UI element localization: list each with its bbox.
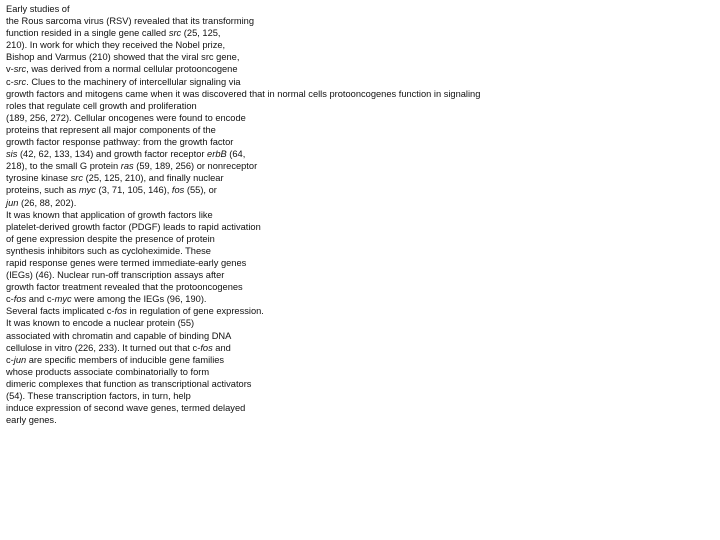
italic-text-segment: src: [13, 76, 27, 87]
text-segment: It was known that application of growth factors like: [6, 209, 213, 220]
text-segment: It was known to encode a nuclear protein (55): [6, 318, 195, 329]
text-segment: proteins that represent all major components of the: [6, 124, 216, 135]
text-segment: (54). These transcription factors, in turn, help: [6, 391, 191, 401]
text-line: [6, 88, 566, 100]
text-line: [6, 124, 566, 136]
text-line: [6, 27, 566, 39]
text-segment: and c-: [26, 294, 55, 305]
text-segment: whose products associate combinatorially to form: [6, 366, 210, 377]
text-segment: cellulose in vitro (226, 233). It turned out that c-: [6, 342, 201, 353]
text-line: [6, 305, 566, 317]
text-segment: v-: [6, 64, 14, 75]
text-line: [6, 233, 566, 245]
text-segment: were among the IEGs (96, 190).: [71, 294, 207, 305]
text-segment: rapid response genes were termed immediate-early genes: [6, 257, 247, 268]
text-line: [6, 209, 566, 221]
text-segment: induce expression of second wave genes, termed delayed: [6, 403, 246, 414]
text-segment: 210). In work for which they received the Nobel prize,: [6, 40, 226, 51]
text-segment: growth factor treatment revealed that the protooncogenes: [6, 282, 243, 293]
text-line: [6, 184, 566, 196]
text-segment: (42, 62, 133, 134) and growth factor receptor: [17, 149, 208, 160]
text-line: [6, 257, 566, 269]
italic-text-segment: myc: [54, 294, 72, 305]
italic-text-segment: src: [168, 28, 182, 39]
italic-text-segment: sis: [6, 149, 18, 160]
text-segment: growth factors and mitogens came when it was discovered that in normal cells protooncogenes function in signaling: [6, 88, 481, 99]
italic-text-segment: fos: [171, 185, 185, 196]
italic-text-segment: jun: [13, 354, 27, 365]
text-line: [6, 221, 566, 233]
text-line: [6, 354, 566, 366]
italic-text-segment: fos: [114, 306, 127, 317]
text-line: [6, 402, 566, 414]
text-line: [6, 136, 566, 148]
text-segment: tyrosine kinase: [6, 173, 71, 184]
text-segment: (64,: [226, 149, 246, 160]
italic-text-segment: erbB: [207, 149, 227, 160]
text-segment: are specific members of inducible gene families: [26, 354, 225, 365]
text-segment: (26, 88, 202).: [18, 197, 77, 208]
text-segment: . Clues to the machinery of intercellular signaling via: [26, 76, 241, 87]
text-segment: (189, 256, 272). Cellular oncogenes were found to encode: [6, 112, 246, 123]
italic-text-segment: jun: [6, 197, 19, 208]
text-segment: Bishop and Varmus (210) showed that the viral src gene,: [6, 52, 240, 63]
text-line: [6, 330, 566, 342]
text-segment: (59, 189, 256) or nonreceptor: [133, 161, 258, 172]
text-line: [6, 3, 566, 15]
text-segment: the Rous sarcoma virus (RSV) revealed that its transforming: [6, 16, 255, 27]
text-line: [6, 148, 566, 160]
text-segment: of gene expression despite the presence of protein: [6, 233, 215, 244]
text-segment: early genes.: [6, 415, 57, 426]
text-line: [6, 160, 566, 172]
text-segment: (3, 71, 105, 146),: [95, 185, 172, 196]
text-segment: associated with chromatin and capable of binding DNA: [6, 330, 232, 341]
text-segment: (25, 125, 210), and finally nuclear: [83, 173, 224, 184]
text-segment: in regulation of gene expression.: [126, 306, 264, 317]
text-line: [6, 366, 566, 378]
italic-text-segment: src: [13, 64, 27, 75]
text-segment: Early studies of: [6, 4, 70, 14]
text-segment: (IEGs) (46). Nuclear run-off transcription assays after: [6, 270, 225, 281]
text-line: [6, 342, 566, 354]
text-line: [6, 317, 566, 329]
text-line: [6, 293, 566, 305]
text-segment: platelet-derived growth factor (PDGF) leads to rapid activation: [6, 221, 261, 232]
text-segment: , was derived from a normal cellular protooncogene: [26, 64, 238, 75]
text-segment: 218), to the small G protein: [6, 161, 121, 172]
text-segment: dimeric complexes that function as transcriptional activators: [6, 378, 252, 389]
text-line: [6, 100, 566, 112]
italic-text-segment: ras: [120, 161, 134, 172]
text-segment: proteins, such as: [6, 185, 79, 196]
text-line: [6, 197, 566, 209]
text-segment: c-: [6, 294, 14, 305]
text-segment: function resided in a single gene called: [6, 28, 169, 39]
text-line: [6, 414, 566, 426]
text-segment: synthesis inhibitors such as cycloheximide. These: [6, 245, 211, 256]
text-line: [6, 378, 566, 390]
body-text: [6, 3, 566, 426]
text-line: [6, 76, 566, 88]
text-line: [6, 112, 566, 124]
text-line: [6, 390, 566, 402]
text-line: [6, 245, 566, 257]
text-segment: c-: [6, 76, 14, 87]
italic-text-segment: fos: [200, 342, 213, 353]
text-segment: c-: [6, 354, 14, 365]
italic-text-segment: src: [70, 173, 83, 184]
text-line: [6, 172, 566, 184]
text-line: [6, 39, 566, 51]
text-line: [6, 15, 566, 27]
text-segment: Several facts implicated c-: [6, 306, 115, 317]
text-segment: growth factor response pathway: from the growth factor: [6, 137, 234, 148]
text-line: [6, 51, 566, 63]
text-segment: (25, 125,: [181, 28, 221, 39]
text-segment: roles that regulate cell growth and proliferation: [6, 100, 197, 111]
text-line: [6, 63, 566, 75]
text-segment: and: [212, 342, 231, 353]
text-line: [6, 281, 566, 293]
italic-text-segment: fos: [13, 294, 27, 305]
text-segment: (55), or: [184, 185, 217, 196]
italic-text-segment: myc: [78, 185, 96, 196]
text-line: [6, 269, 566, 281]
